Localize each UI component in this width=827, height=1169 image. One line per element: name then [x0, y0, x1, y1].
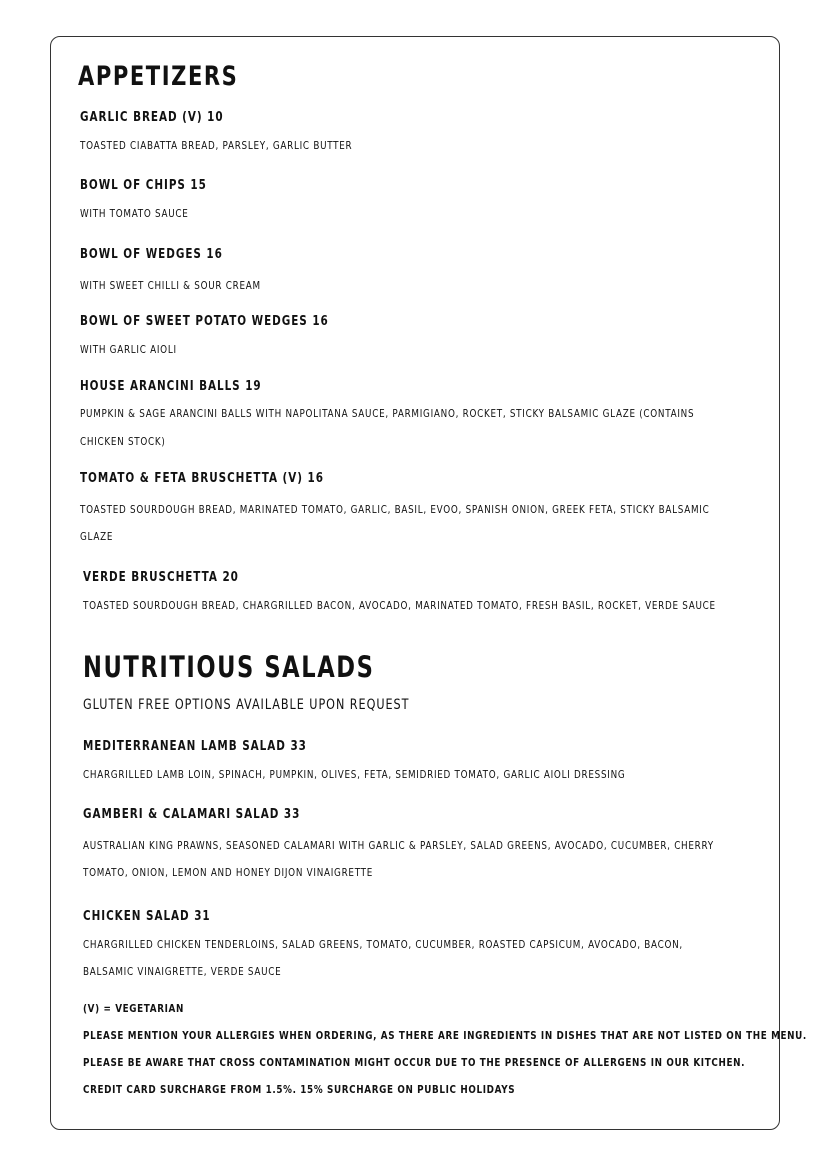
menu-item-name: CHICKEN SALAD 31 [83, 909, 211, 924]
note-surcharge: CREDIT CARD SURCHARGE FROM 1.5%. 15% SURCHARGE ON PUBLIC HOLIDAYS [83, 1083, 516, 1096]
menu-item-name: BOWL OF SWEET POTATO WEDGES 16 [80, 314, 329, 329]
menu-item-description-line2: TOMATO, ONION, LEMON AND HONEY DIJON VINAIGRETTE [83, 866, 374, 879]
menu-item-description-line2: GLAZE [80, 530, 114, 543]
menu-item-description: PUMPKIN & SAGE ARANCINI BALLS WITH NAPOLITANA SAUCE, PARMIGIANO, ROCKET, STICKY BALSAMIC GLAZE (CONTAINS [80, 407, 695, 420]
section-title-salads: NUTRITIOUS SALADS [83, 650, 375, 684]
menu-item-name: GAMBERI & CALAMARI SALAD 33 [83, 807, 301, 822]
menu-item-description-line2: CHICKEN STOCK) [80, 435, 166, 448]
menu-item-name: MEDITERRANEAN LAMB SALAD 33 [83, 739, 307, 754]
menu-item-name: BOWL OF CHIPS 15 [80, 178, 207, 193]
menu-item-description: WITH SWEET CHILLI & SOUR CREAM [80, 279, 261, 292]
note-cross-contamination: PLEASE BE AWARE THAT CROSS CONTAMINATION MIGHT OCCUR DUE TO THE PRESENCE OF ALLERGENS IN OUR KITCHEN. [83, 1056, 746, 1069]
menu-item-name: BOWL OF WEDGES 16 [80, 247, 223, 262]
menu-item-name: GARLIC BREAD (V) 10 [80, 110, 224, 125]
note-allergies: PLEASE MENTION YOUR ALLERGIES WHEN ORDERING, AS THERE ARE INGREDIENTS IN DISHES THAT ARE NOT LISTED ON THE MENU. [83, 1029, 807, 1042]
menu-item-description: CHARGRILLED LAMB LOIN, SPINACH, PUMPKIN, OLIVES, FETA, SEMIDRIED TOMATO, GARLIC AIOLI DRESSING [83, 768, 626, 781]
menu-item-description: TOASTED SOURDOUGH BREAD, CHARGRILLED BACON, AVOCADO, MARINATED TOMATO, FRESH BASIL, ROCKET, VERDE SAUCE [83, 599, 716, 612]
menu-item-description: AUSTRALIAN KING PRAWNS, SEASONED CALAMARI WITH GARLIC & PARSLEY, SALAD GREENS, AVOCADO, CUCUMBER, CHERRY [83, 839, 714, 852]
menu-item-description: WITH TOMATO SAUCE [80, 207, 189, 220]
menu-item-name: HOUSE ARANCINI BALLS 19 [80, 379, 262, 394]
menu-item-description: WITH GARLIC AIOLI [80, 343, 177, 356]
menu-item-description: CHARGRILLED CHICKEN TENDERLOINS, SALAD GREENS, TOMATO, CUCUMBER, ROASTED CAPSICUM, AVOCADO, BACON, [83, 938, 683, 951]
section-subtitle: GLUTEN FREE OPTIONS AVAILABLE UPON REQUEST [83, 697, 410, 713]
menu-item-description: TOASTED CIABATTA BREAD, PARSLEY, GARLIC BUTTER [80, 139, 353, 152]
section-title-appetizers: APPETIZERS [78, 61, 239, 92]
note-vegetarian: (V) = VEGETARIAN [83, 1002, 185, 1015]
menu-item-name: TOMATO & FETA BRUSCHETTA (V) 16 [80, 471, 324, 486]
menu-item-description-line2: BALSAMIC VINAIGRETTE, VERDE SAUCE [83, 965, 282, 978]
menu-item-description: TOASTED SOURDOUGH BREAD, MARINATED TOMATO, GARLIC, BASIL, EVOO, SPANISH ONION, GREEK FETA, STICKY BALSAMIC [80, 503, 710, 516]
menu-item-name: VERDE BRUSCHETTA 20 [83, 570, 239, 585]
